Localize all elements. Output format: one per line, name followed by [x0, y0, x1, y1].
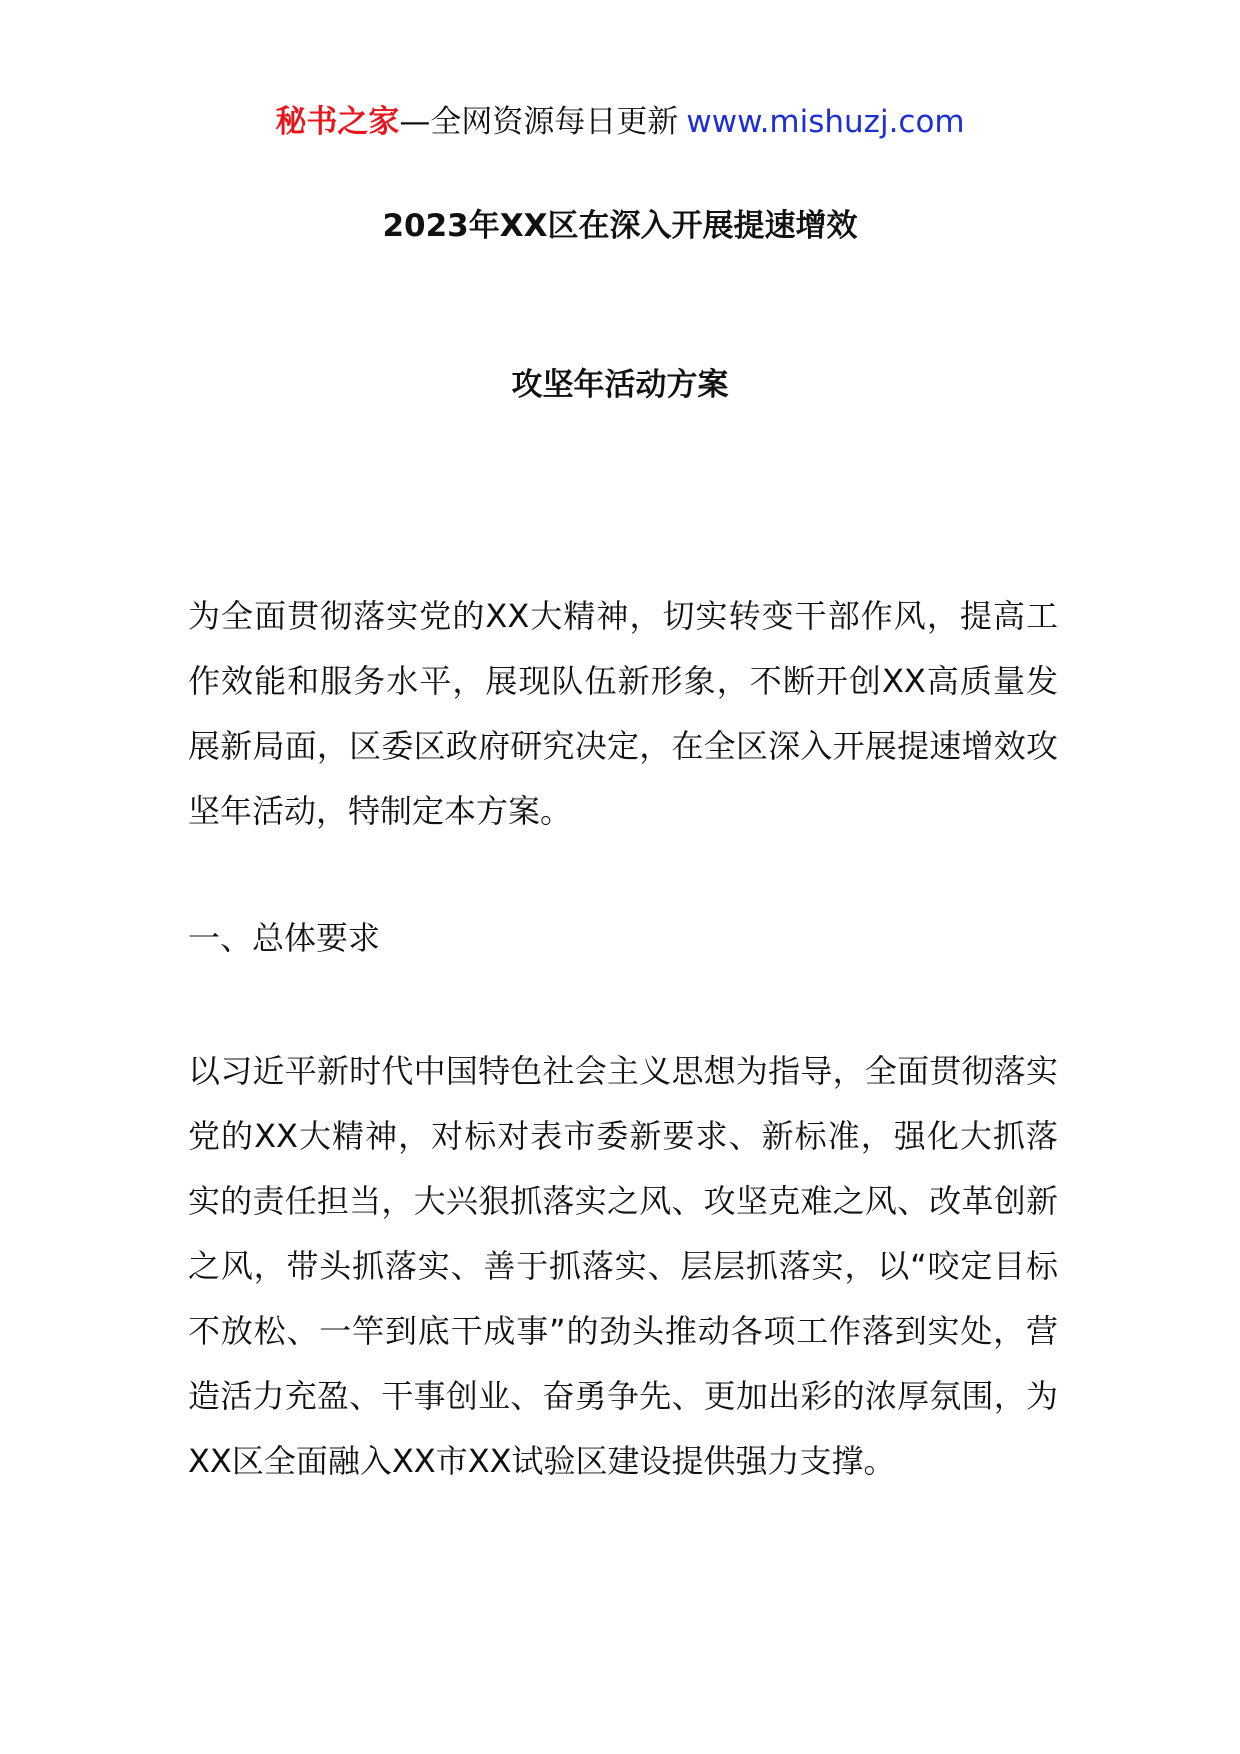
document-body: [188, 584, 1058, 1494]
document-title-line-2: 攻坚年活动方案: [511, 367, 729, 403]
document-title-line-1: 2023年XX区在深入开展提速增效: [382, 208, 858, 244]
brand-name: 秘书之家: [275, 104, 400, 140]
paragraph-spacer: [188, 844, 1058, 906]
paragraph-spacer: [188, 971, 1058, 1039]
site-url-link[interactable]: www.mishuzj.com: [686, 104, 965, 140]
site-header: [0, 100, 1240, 144]
section-heading: 一、总体要求: [188, 919, 381, 957]
header-tagline: —全网资源每日更新: [399, 104, 679, 140]
section-paragraph: 以习近平新时代中国特色社会主义思想为指导，全面贯彻落实党的XX大精神，对标对表市委新要求、新标准，强化大抓落实的责任担当，大兴狠抓落实之风、攻坚克难之风、改革创新之风，带头抓落实、善于抓落实、层层抓落实，以“咬定目标不放松、一竿到底干成事”的劲头推动各项工作落到实处，营造活力充盈、干事创业、奋勇争先、更加出彩的浓厚氛围，为XX区全面融入XX市XX试验区建设提供强力支撑。: [188, 1052, 1058, 1480]
intro-paragraph: 为全面贯彻落实党的XX大精神，切实转变干部作风，提高工作效能和服务水平，展现队伍新形象，不断开创XX高质量发展新局面，区委区政府研究决定，在全区深入开展提速增效攻坚年活动，特制定本方案。: [188, 597, 1058, 830]
